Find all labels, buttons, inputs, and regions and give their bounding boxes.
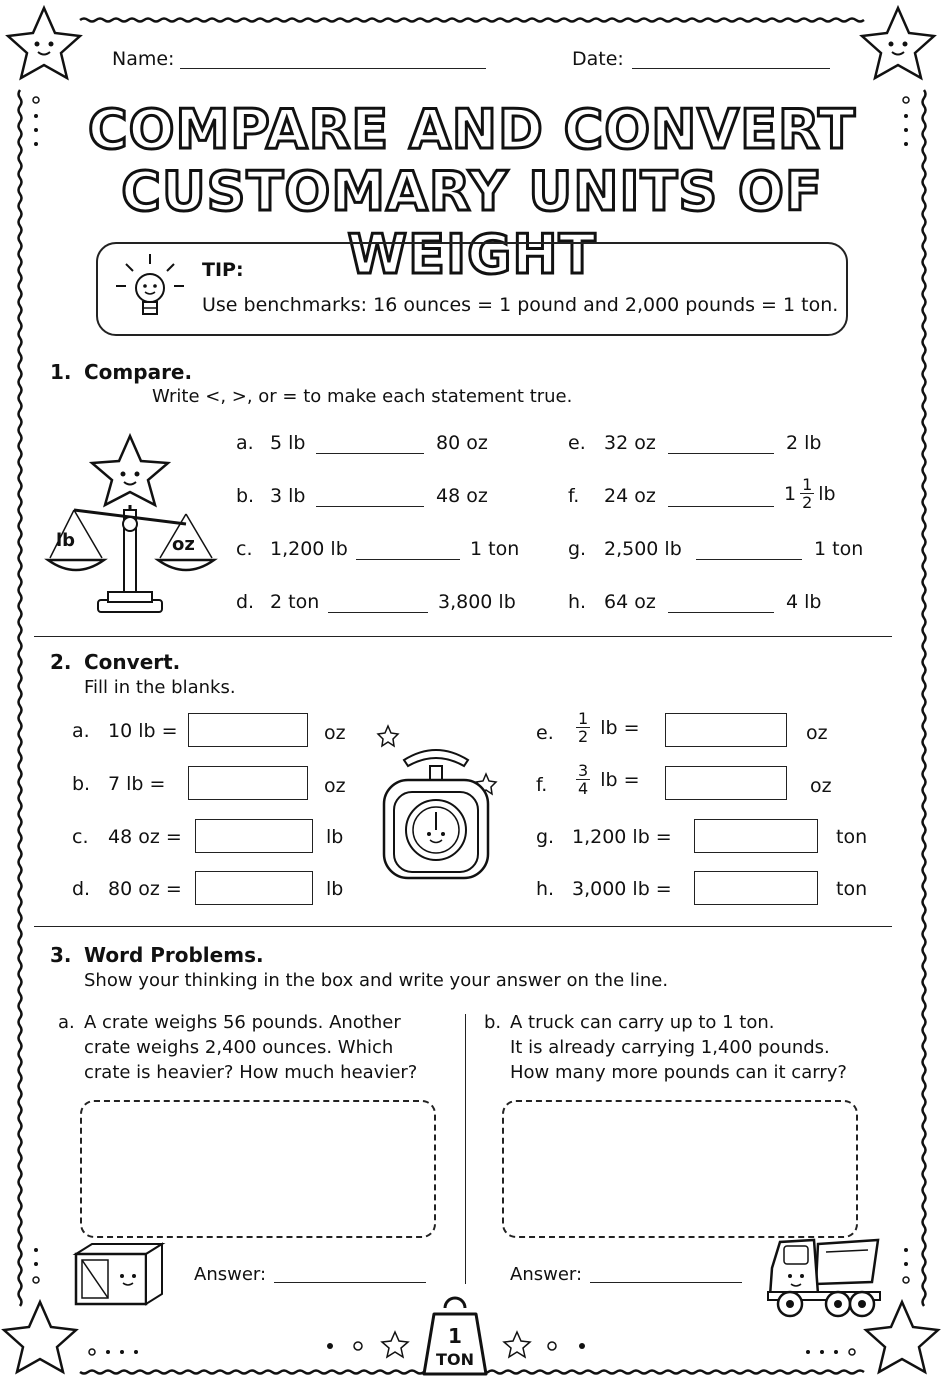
mixed-whole: 1 — [784, 482, 797, 505]
corner-star-icon — [8, 8, 80, 78]
fraction-num: 3 — [578, 761, 589, 780]
compare-right: 80 oz — [436, 432, 488, 454]
section-divider — [34, 926, 892, 927]
convert-letter: b. — [72, 773, 91, 795]
given-unit: lb = — [600, 716, 640, 739]
compare-left: 32 oz — [604, 432, 656, 454]
column-divider — [465, 1014, 466, 1284]
fraction — [576, 762, 590, 797]
section2-number: 2. — [50, 650, 72, 674]
convert-given-fraction — [572, 710, 640, 745]
convert-given: 3,000 lb = — [572, 878, 672, 900]
fraction-num: 1 — [802, 475, 813, 494]
compare-blank[interactable] — [668, 506, 774, 507]
corner-star-icon — [862, 8, 934, 78]
convert-given: 80 oz = — [108, 878, 182, 900]
section2-instruction: Fill in the blanks. — [84, 677, 236, 698]
fraction — [576, 710, 590, 745]
section1-title: Compare. — [84, 360, 193, 384]
answer-label: Answer: — [194, 1264, 267, 1285]
convert-letter: e. — [536, 722, 554, 744]
compare-left: 5 lb — [270, 432, 306, 454]
tip-text: Use benchmarks: 16 ounces = 1 pound and 2,000 pounds = 1 ton. — [202, 294, 839, 316]
convert-answer-box[interactable] — [665, 713, 787, 747]
convert-unit: ton — [836, 878, 868, 900]
section-divider — [34, 636, 892, 637]
problem-text-line: A crate weighs 56 pounds. Another — [84, 1012, 401, 1033]
dump-truck-icon — [764, 1232, 884, 1320]
convert-unit: oz — [806, 722, 828, 744]
convert-unit: oz — [324, 775, 346, 797]
answer-line[interactable] — [590, 1282, 742, 1283]
convert-unit: lb — [326, 878, 344, 900]
compare-letter: g. — [568, 538, 587, 560]
compare-right: 4 lb — [786, 591, 822, 613]
compare-right: 1 ton — [470, 538, 520, 560]
fraction-num: 1 — [578, 709, 589, 728]
compare-blank[interactable] — [316, 506, 424, 507]
compare-left: 2 ton — [270, 591, 320, 613]
compare-left: 3 lb — [270, 485, 306, 507]
scale-label-oz: oz — [172, 534, 195, 555]
compare-letter: b. — [236, 485, 255, 507]
compare-letter: f. — [568, 485, 580, 507]
convert-given: 10 lb = — [108, 720, 178, 742]
section3-number: 3. — [50, 943, 72, 967]
problem-text-line: A truck can carry up to 1 ton. — [510, 1012, 775, 1033]
convert-unit: oz — [324, 722, 346, 744]
kitchen-scale-icon — [376, 718, 506, 888]
compare-right: 1 ton — [814, 538, 864, 560]
small-star-icon — [382, 1332, 408, 1357]
answer-label: Answer: — [510, 1264, 583, 1285]
convert-answer-box[interactable] — [195, 819, 313, 853]
convert-given: 7 lb = — [108, 773, 166, 795]
date-field[interactable] — [632, 68, 830, 69]
name-label: Name: — [112, 48, 175, 70]
fraction-den: 2 — [578, 727, 589, 746]
compare-blank[interactable] — [328, 612, 428, 613]
balance-scale-icon — [44, 430, 220, 626]
compare-left: 24 oz — [604, 485, 656, 507]
compare-letter: c. — [236, 538, 253, 560]
mixed-unit: lb — [818, 482, 836, 505]
fraction-den: 4 — [578, 779, 589, 798]
compare-letter: h. — [568, 591, 587, 613]
convert-given-fraction — [572, 762, 640, 797]
compare-letter: d. — [236, 591, 255, 613]
convert-letter: c. — [72, 826, 89, 848]
weight-unit: TON — [436, 1350, 474, 1369]
compare-left: 2,500 lb — [604, 538, 682, 560]
compare-blank[interactable] — [356, 559, 460, 560]
page-title-line1: COMPARE AND CONVERT — [88, 98, 856, 161]
section3-title: Word Problems. — [84, 943, 264, 967]
compare-right: 48 oz — [436, 485, 488, 507]
compare-blank[interactable] — [668, 453, 774, 454]
small-star-icon — [504, 1332, 530, 1357]
fraction — [800, 476, 814, 511]
convert-answer-box[interactable] — [665, 766, 787, 800]
page-title-line2: CUSTOMARY UNITS OF WEIGHT — [121, 160, 823, 286]
compare-right-mixed — [784, 476, 836, 511]
compare-letter: a. — [236, 432, 254, 454]
compare-right: 3,800 lb — [438, 591, 516, 613]
convert-answer-box[interactable] — [188, 713, 308, 747]
convert-letter: a. — [72, 720, 90, 742]
convert-answer-box[interactable] — [694, 871, 818, 905]
problem-text-line: It is already carrying 1,400 pounds. — [510, 1037, 830, 1058]
problem-text-line: crate is heavier? How much heavier? — [84, 1062, 418, 1083]
convert-answer-box[interactable] — [694, 819, 818, 853]
section1-instruction: Write <, >, or = to make each statement true. — [152, 386, 573, 407]
crate-icon — [70, 1240, 170, 1308]
fraction-den: 2 — [802, 493, 813, 512]
scale-label-lb: lb — [56, 530, 76, 551]
corner-star-icon — [4, 1302, 76, 1372]
compare-blank[interactable] — [696, 559, 802, 560]
given-unit: lb = — [600, 768, 640, 791]
convert-letter: g. — [536, 826, 555, 848]
compare-letter: e. — [568, 432, 586, 454]
problem-letter: a. — [58, 1012, 75, 1033]
section3-instruction: Show your thinking in the box and write your answer on the line. — [84, 970, 669, 991]
convert-answer-box[interactable] — [188, 766, 308, 800]
compare-left: 1,200 lb — [270, 538, 348, 560]
problem-text-line: How many more pounds can it carry? — [510, 1062, 847, 1083]
weight-number: 1 — [448, 1324, 462, 1348]
section1-number: 1. — [50, 360, 72, 384]
compare-right: 2 lb — [786, 432, 822, 454]
convert-unit: ton — [836, 826, 868, 848]
convert-unit: oz — [810, 775, 832, 797]
convert-letter: h. — [536, 878, 555, 900]
convert-letter: d. — [72, 878, 91, 900]
tip-box — [96, 242, 848, 336]
convert-given: 48 oz = — [108, 826, 182, 848]
compare-blank[interactable] — [668, 612, 774, 613]
convert-unit: lb — [326, 826, 344, 848]
problem-letter: b. — [484, 1012, 502, 1033]
convert-letter: f. — [536, 774, 548, 796]
section2-title: Convert. — [84, 650, 181, 674]
date-label: Date: — [572, 48, 624, 70]
compare-left: 64 oz — [604, 591, 656, 613]
work-box[interactable] — [502, 1100, 858, 1238]
convert-given: 1,200 lb = — [572, 826, 672, 848]
name-field[interactable] — [180, 68, 486, 69]
convert-answer-box[interactable] — [195, 871, 313, 905]
compare-blank[interactable] — [316, 453, 424, 454]
lightbulb-icon — [112, 252, 188, 328]
tip-label: TIP: — [202, 259, 244, 281]
answer-line[interactable] — [274, 1282, 426, 1283]
work-box[interactable] — [80, 1100, 436, 1238]
problem-text-line: crate weighs 2,400 ounces. Which — [84, 1037, 394, 1058]
